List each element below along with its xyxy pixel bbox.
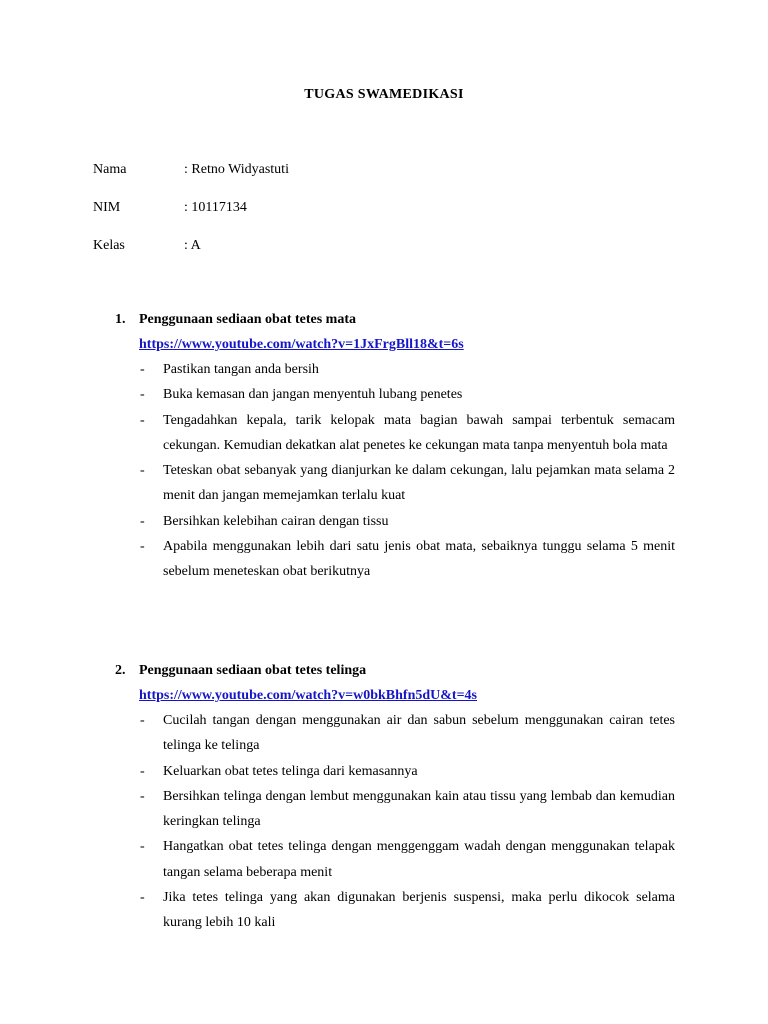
youtube-link[interactable]: https://www.youtube.com/watch?v=1JxFrgBll18&t=6s [139, 337, 464, 352]
info-value-kelas: : A [184, 238, 201, 253]
bullet-dash: - [140, 513, 145, 529]
step-text: Teteskan obat sebanyak yang dianjurkan ke dalam cekungan, lalu pejamkan mata selama 2 menit dan jangan memejamkan terlalu kuat [163, 463, 675, 504]
bullet-dash: - [140, 412, 145, 428]
document-title: TUGAS SWAMEDIKASI [304, 87, 464, 102]
list-item [115, 408, 675, 459]
step-text: Bersihkan telinga dengan lembut menggunakan kain atau tissu yang lembab dan kemudian keringkan telinga [163, 788, 675, 830]
list-item [115, 834, 675, 885]
info-value-nama: : Retno Widyastuti [184, 162, 289, 177]
bullet-dash: - [140, 539, 145, 555]
info-label-nim: NIM [93, 200, 121, 215]
list-item [115, 534, 675, 585]
section-title: Penggunaan sediaan obat tetes mata [139, 312, 357, 327]
bullet-dash: - [140, 788, 145, 804]
list-item [115, 759, 675, 784]
section-number: 2. [115, 663, 126, 678]
bullet-dash: - [140, 387, 145, 403]
section-eye-drops [115, 307, 675, 585]
list-item [115, 458, 675, 509]
step-text: Keluarkan obat tetes telinga dari kemasannya [163, 763, 418, 779]
section-ear-drops [115, 658, 675, 936]
step-text: Buka kemasan dan jangan menyentuh lubang penetes [163, 387, 463, 403]
list-item [115, 708, 675, 759]
list-item [115, 885, 675, 936]
youtube-link[interactable]: https://www.youtube.com/watch?v=w0bkBhfn5dU&t=4s [139, 688, 477, 703]
step-text: Hangatkan obat tetes telinga dengan menggenggam wadah dengan menggunakan telapak tangan selama beberapa menit [163, 839, 675, 880]
step-list [115, 708, 675, 936]
info-value-nim: : 10117134 [184, 200, 247, 215]
bullet-dash: - [140, 839, 145, 855]
bullet-dash: - [140, 463, 145, 479]
info-label-kelas: Kelas [93, 238, 125, 253]
bullet-dash: - [140, 890, 145, 906]
step-list [115, 357, 675, 585]
bullet-dash: - [140, 763, 145, 779]
bullet-dash: - [140, 362, 145, 377]
section-title: Penggunaan sediaan obat tetes telinga [139, 663, 367, 678]
list-item [115, 382, 675, 407]
step-text: Jika tetes telinga yang akan digunakan berjenis suspensi, maka perlu dikocok selama kurang lebih 10 kali [163, 890, 675, 931]
step-text: Cucilah tangan dengan menggunakan air dan sabun sebelum menggunakan cairan tetes telinga ke telinga [163, 713, 675, 754]
section-number: 1. [115, 312, 126, 327]
section-heading [115, 658, 675, 683]
bullet-dash: - [140, 713, 145, 728]
list-item [115, 357, 675, 382]
step-text: Tengadahkan kepala, tarik kelopak mata bagian bawah sampai terbentuk semacam cekungan. Kemudian dekatkan alat penetes ke cekungan mata tanpa menyentuh bola mata [163, 412, 675, 453]
section-heading [115, 307, 675, 332]
list-item [115, 784, 675, 835]
step-text: Apabila menggunakan lebih dari satu jenis obat mata, sebaiknya tunggu selama 5 menit sebelum meneteskan obat berikutnya [163, 539, 675, 580]
step-text: Pastikan tangan anda bersih [163, 362, 319, 377]
list-item [115, 509, 675, 534]
info-label-nama: Nama [93, 162, 127, 177]
step-text: Bersihkan kelebihan cairan dengan tissu [163, 513, 389, 529]
